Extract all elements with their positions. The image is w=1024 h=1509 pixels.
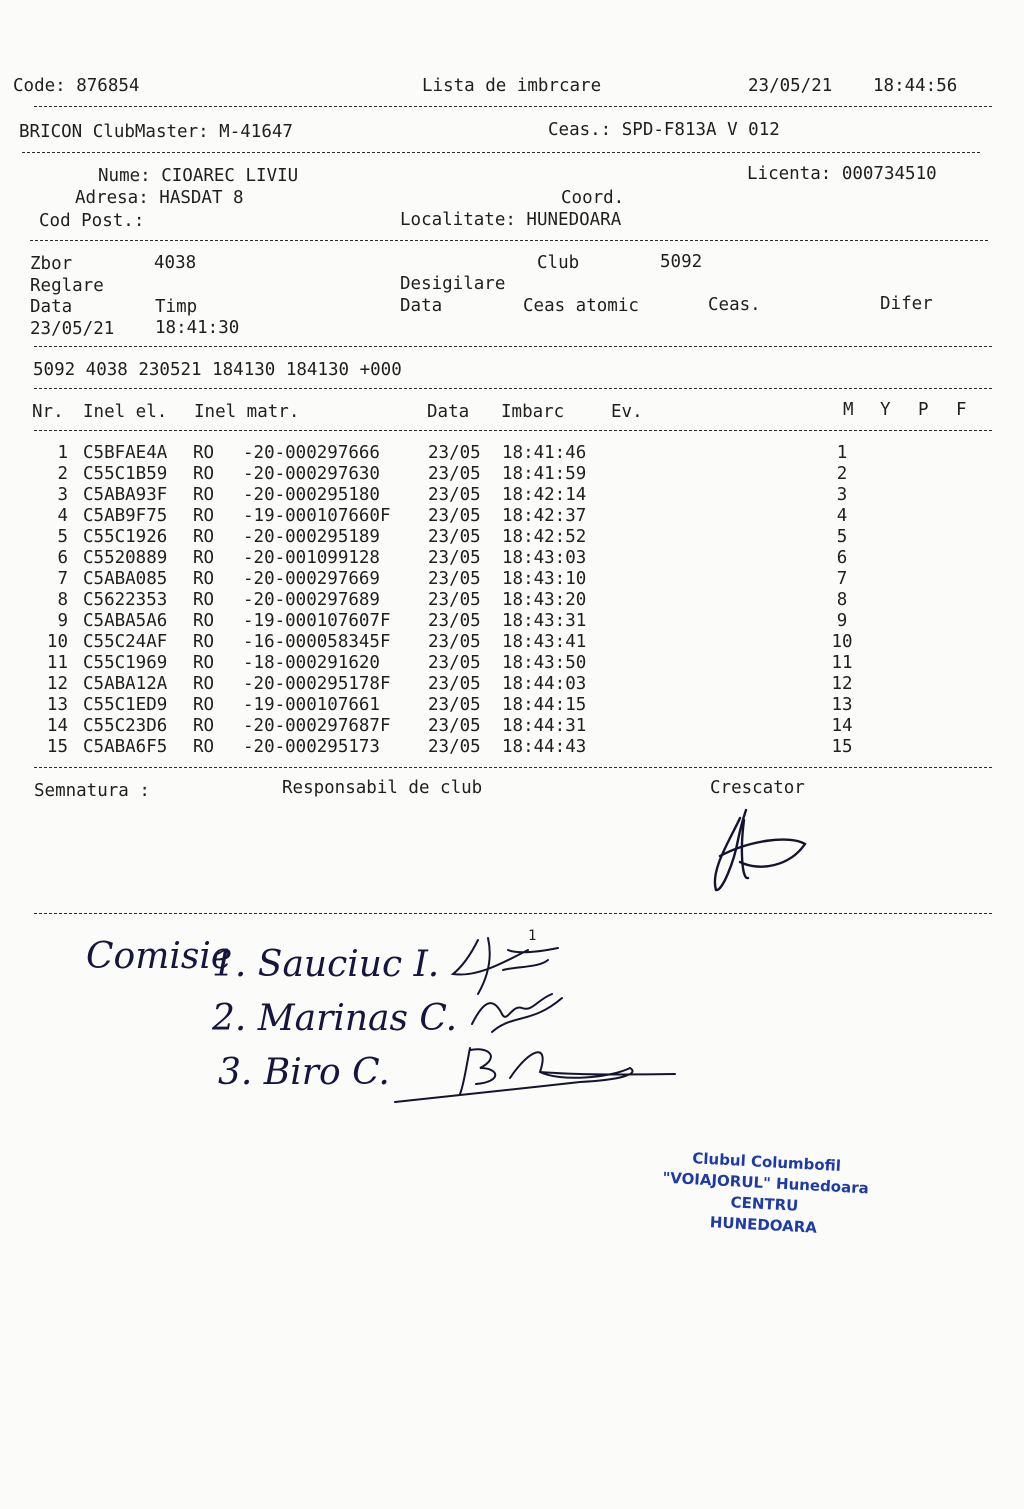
cell-m: 12 (831, 674, 853, 694)
cell-m: 6 (836, 548, 848, 568)
stamp-line-1: Clubul Columbofil (691, 1149, 842, 1175)
cell-nr: 7 (57, 569, 68, 589)
cell-el: C55C1969 (83, 653, 168, 673)
col-p: P (918, 400, 929, 420)
signature-label: Semnatura : (34, 781, 150, 801)
col-m: M (843, 400, 854, 420)
ceas-label: Ceas. (708, 295, 761, 315)
cell-matr: -20-000297687F (243, 716, 391, 736)
cell-matr: -20-000295189 (243, 527, 380, 547)
clubmaster-id: BRICON ClubMaster: M-41647 (19, 122, 293, 142)
cell-el: C5AB9F75 (83, 506, 168, 526)
reglare-data-label: Data (30, 297, 73, 317)
cell-matr: -20-001099128 (243, 548, 380, 568)
summary-line: 5092 4038 230521 184130 184130 +000 (33, 360, 402, 380)
cell-ro: RO (193, 485, 215, 505)
cell-m: 9 (836, 611, 848, 631)
reglare-timp-label: Timp (155, 297, 198, 317)
cell-date: 23/05 (428, 695, 481, 715)
col-y: Y (880, 400, 891, 420)
cell-matr: -20-000295178F (243, 674, 391, 694)
cell-el: C5520889 (83, 548, 168, 568)
cell-date: 23/05 (428, 443, 481, 463)
member-address: Adresa: HASDAT 8 (75, 188, 244, 208)
commission-member-2: 2. Marinas C. (212, 998, 458, 1039)
cell-time: 18:42:52 (502, 527, 587, 547)
cell-date: 23/05 (428, 611, 481, 631)
document-title: Lista de imbrcare (422, 76, 602, 96)
cell-el: C5ABA93F (83, 485, 168, 505)
cell-matr: -20-000297630 (243, 464, 380, 484)
cell-m: 2 (836, 464, 848, 484)
cell-el: C5BFAE4A (83, 443, 168, 463)
reglare-time: 18:41:30 (155, 318, 240, 338)
cell-matr: -19-000107660F (243, 506, 391, 526)
cell-ro: RO (193, 737, 215, 757)
col-data: Data (427, 402, 470, 422)
cell-time: 18:44:03 (502, 674, 587, 694)
difer-label: Difer (880, 294, 933, 314)
divider (34, 913, 992, 914)
cell-matr: -20-000295173 (243, 737, 380, 757)
cell-date: 23/05 (428, 464, 481, 484)
cell-el: C5ABA5A6 (83, 611, 168, 631)
cell-nr: 8 (57, 590, 68, 610)
cell-date: 23/05 (428, 548, 481, 568)
cell-ro: RO (193, 674, 215, 694)
commission-signature-3 (390, 1028, 680, 1108)
cell-m: 1 (836, 443, 848, 463)
col-nr: Nr. (32, 402, 64, 422)
commission-label: Comisie (86, 936, 233, 977)
print-time: 18:44:56 (873, 76, 958, 96)
cell-el: C5ABA085 (83, 569, 168, 589)
divider (34, 346, 992, 347)
cell-time: 18:44:31 (502, 716, 587, 736)
cell-date: 23/05 (428, 653, 481, 673)
col-inel-matr: Inel matr. (194, 402, 300, 422)
cell-m: 10 (831, 632, 853, 652)
cell-date: 23/05 (428, 506, 481, 526)
cell-matr: -16-000058345F (243, 632, 391, 652)
cell-ro: RO (193, 590, 215, 610)
member-license: Licenta: 000734510 (747, 164, 937, 184)
document-code: Code: 876854 (13, 76, 140, 96)
cell-ro: RO (193, 653, 215, 673)
cell-nr: 15 (46, 737, 68, 757)
print-date: 23/05/21 (748, 76, 833, 96)
club-label: Club (537, 253, 580, 273)
cell-nr: 2 (57, 464, 68, 484)
cell-m: 14 (831, 716, 853, 736)
cell-time: 18:42:37 (502, 506, 587, 526)
cell-ro: RO (193, 443, 215, 463)
cell-matr: -20-000297689 (243, 590, 380, 610)
cell-m: 8 (836, 590, 848, 610)
ceas-atomic-label: Ceas atomic (523, 296, 639, 316)
member-postal: Cod Post.: (39, 211, 145, 231)
cell-ro: RO (193, 695, 215, 715)
col-imbarc: Imbarc (501, 402, 565, 422)
cell-ro: RO (193, 527, 215, 547)
cell-ro: RO (193, 464, 215, 484)
cell-nr: 13 (46, 695, 68, 715)
cell-nr: 1 (57, 443, 68, 463)
cell-el: C55C23D6 (83, 716, 168, 736)
reglare-date: 23/05/21 (30, 319, 115, 339)
cell-time: 18:41:59 (502, 464, 587, 484)
cell-ro: RO (193, 716, 215, 736)
cell-matr: -19-000107607F (243, 611, 391, 631)
cell-time: 18:44:43 (502, 737, 587, 757)
cell-time: 18:43:31 (502, 611, 587, 631)
commission-member-1: 1. Sauciuc I. (212, 944, 440, 985)
divider (34, 430, 992, 431)
cell-el: C55C1ED9 (83, 695, 168, 715)
cell-m: 15 (831, 737, 853, 757)
cell-m: 5 (836, 527, 848, 547)
cell-time: 18:42:14 (502, 485, 587, 505)
commission-member-3: 3. Biro C. (218, 1052, 390, 1093)
stamp-line-2: "VOIAJORUL" Hunedoara (661, 1168, 870, 1198)
col-inel-el: Inel el. (83, 402, 168, 422)
cell-time: 18:41:46 (502, 443, 587, 463)
cell-time: 18:43:10 (502, 569, 587, 589)
breeder-label: Crescator (710, 778, 805, 798)
cell-nr: 9 (57, 611, 68, 631)
cell-nr: 11 (46, 653, 68, 673)
cell-ro: RO (193, 506, 215, 526)
cell-date: 23/05 (428, 716, 481, 736)
cell-nr: 12 (46, 674, 68, 694)
desigilare-label: Desigilare (400, 274, 506, 294)
cell-date: 23/05 (428, 632, 481, 652)
cell-nr: 10 (46, 632, 68, 652)
cell-time: 18:43:03 (502, 548, 587, 568)
cell-matr: -20-000297666 (243, 443, 380, 463)
member-name: Nume: CIOAREC LIVIU (98, 166, 299, 186)
cell-matr: -20-000297669 (243, 569, 380, 589)
stamp-line-3: CENTRU (730, 1193, 799, 1215)
cell-el: C55C1926 (83, 527, 168, 547)
divider (34, 767, 992, 768)
cell-m: 11 (831, 653, 853, 673)
cell-m: 13 (831, 695, 853, 715)
club-number: 5092 (660, 252, 703, 272)
page-mark: 1 (528, 928, 537, 944)
cell-ro: RO (193, 548, 215, 568)
cell-matr: -20-000295180 (243, 485, 380, 505)
cell-date: 23/05 (428, 527, 481, 547)
cell-matr: -19-000107661 (243, 695, 380, 715)
cell-ro: RO (193, 569, 215, 589)
cell-ro: RO (193, 632, 215, 652)
cell-m: 4 (836, 506, 848, 526)
reglare-label: Reglare (30, 276, 104, 296)
cell-time: 18:43:41 (502, 632, 587, 652)
club-stamp (628, 1145, 902, 1243)
cell-ro: RO (193, 611, 215, 631)
cell-el: C5ABA12A (83, 674, 168, 694)
cell-nr: 3 (57, 485, 68, 505)
cell-m: 3 (836, 485, 848, 505)
desigilare-data-label: Data (400, 296, 443, 316)
cell-el: C55C1B59 (83, 464, 168, 484)
cell-time: 18:43:50 (502, 653, 587, 673)
cell-date: 23/05 (428, 590, 481, 610)
col-ev: Ev. (611, 402, 643, 422)
divider (34, 388, 992, 389)
cell-date: 23/05 (428, 569, 481, 589)
divider (34, 106, 992, 107)
cell-time: 18:43:20 (502, 590, 587, 610)
cell-el: C55C24AF (83, 632, 168, 652)
cell-matr: -18-000291620 (243, 653, 380, 673)
divider (30, 240, 988, 241)
member-coord: Coord. (561, 188, 625, 208)
member-locality: Localitate: HUNEDOARA (400, 210, 622, 230)
cell-el: C5622353 (83, 590, 168, 610)
flight-label: Zbor (30, 254, 73, 274)
cell-date: 23/05 (428, 737, 481, 757)
cell-nr: 5 (57, 527, 68, 547)
flight-number: 4038 (154, 253, 197, 273)
cell-date: 23/05 (428, 485, 481, 505)
stamp-line-4: HUNEDOARA (709, 1213, 818, 1237)
cell-nr: 14 (46, 716, 68, 736)
cell-time: 18:44:15 (502, 695, 587, 715)
breeder-signature (700, 800, 820, 900)
cell-nr: 6 (57, 548, 68, 568)
cell-nr: 4 (57, 506, 68, 526)
cell-el: C5ABA6F5 (83, 737, 168, 757)
col-f: F (956, 400, 967, 420)
cell-date: 23/05 (428, 674, 481, 694)
club-responsible-label: Responsabil de club (282, 778, 483, 798)
cell-m: 7 (836, 569, 848, 589)
clock-id: Ceas.: SPD-F813A V 012 (548, 120, 780, 140)
divider (22, 152, 980, 153)
